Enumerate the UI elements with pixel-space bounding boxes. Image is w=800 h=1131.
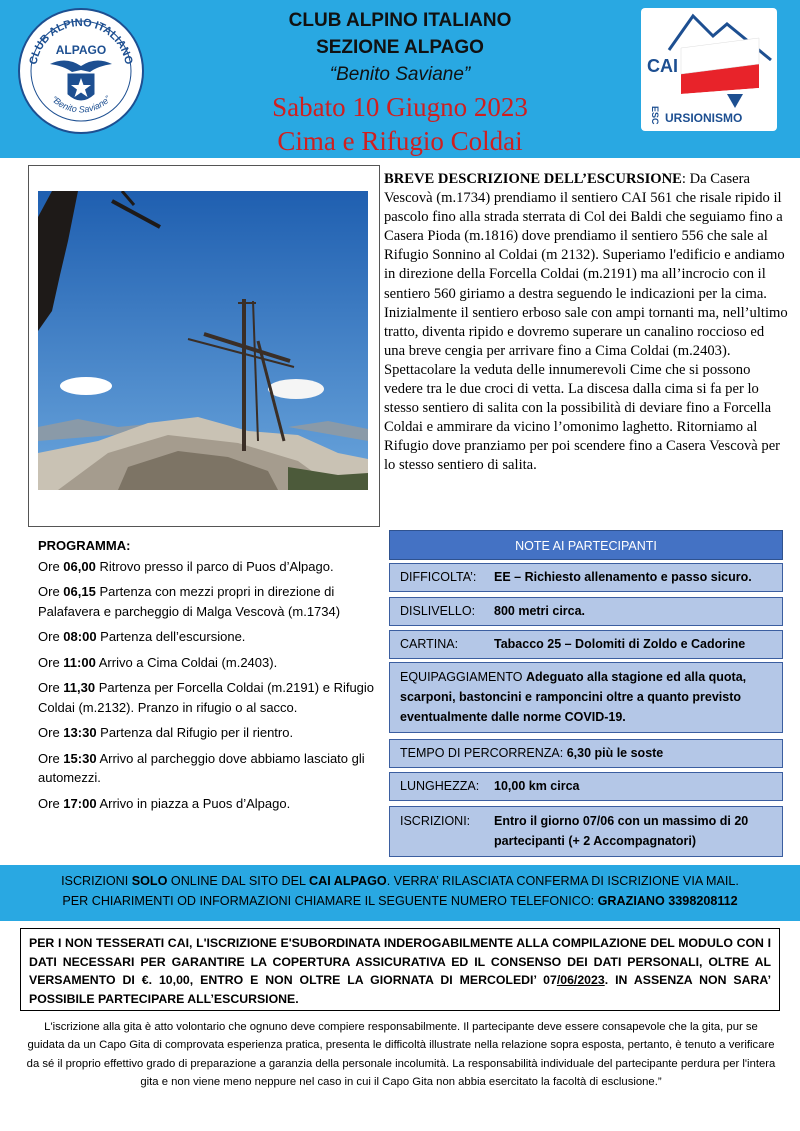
programma-item-prefix: Ore [38, 680, 64, 695]
programma-item-time: 17:00 [63, 795, 97, 811]
notes-header: NOTE AI PARTECIPANTI [389, 530, 783, 560]
note-equipaggiamento-label: EQUIPAGGIAMENTO [400, 670, 526, 684]
programma-item-prefix: Ore [38, 795, 64, 811]
banner-text: ISCRIZIONI [61, 874, 132, 888]
note-cartina-label: CARTINA: [400, 637, 459, 651]
logo-middle-text: ALPAGO [55, 43, 107, 57]
programma-section [38, 536, 378, 819]
programma-item-time: 13:30 [63, 725, 97, 740]
logo-bottom-text: “Benito Saviane” [49, 93, 113, 115]
escursionismo-text: URSIONISMO [665, 111, 743, 125]
note-iscrizioni-value-2: partecipanti (+ 2 Accompagnatori) [494, 834, 697, 848]
banner-text: . VERRA’ RILASCIATA CONFERMA DI ISCRIZIONE VIA MAIL. [386, 874, 739, 888]
programma-item-text: Arrivo in piazza a Puos d’Alpago. [96, 795, 291, 811]
banner-line-2 [0, 894, 800, 908]
programma-item [38, 723, 378, 743]
summit-cross-photo [38, 191, 368, 490]
warning-date: /06/2023 [556, 973, 605, 987]
disclaimer: L'iscrizione alla gita è atto volontario che ognuno deve compiere responsabilmente. Il partecipante deve essere consapevole che la gita, pur se guidata da un Capo Gita di comprovata esperienza pratica, presenta le difficoltà illustrate nella relazione sopra esposta, pertanto, è tenuto a verificare da sé il proprio effettivo grado di preparazione a garanzia della personale incolumità. La responsabilità individuale del partecipante perdura per l'intera gita e non viene meno neppure nel caso in cui il Capo Gita non abbia esercitato la facoltà di esclusione.” [26, 1021, 776, 1088]
excursion-description [384, 170, 788, 476]
cai-escursionismo-logo [641, 8, 777, 131]
note-lunghezza-label: LUNGHEZZA: [400, 779, 480, 793]
club-title: CLUB ALPINO ITALIANO [288, 10, 512, 31]
programma-item [38, 653, 378, 673]
note-dislivello-value: 800 metri circa. [494, 604, 586, 618]
note-tempo [389, 739, 783, 768]
programma-item-text: Arrivo al parcheggio dove abbiamo lasciato gli automezzi. [38, 750, 365, 785]
programma-item-time: 06,15 [63, 584, 96, 599]
note-dislivello [389, 597, 783, 626]
description-heading: BREVE DESCRIZIONE DELL’ESCURSIONE [384, 171, 682, 187]
programma-item-prefix: Ore [38, 584, 64, 599]
programma-item-text: Ritrovo presso il parco di Puos d’Alpago. [95, 558, 334, 574]
programma-item-prefix: Ore [38, 654, 64, 670]
note-tempo-label-text: TEMPO DI PERCORRENZA: [400, 746, 567, 760]
cai-text: CAI [647, 56, 678, 76]
note-difficolta-value: EE – Richiesto allenamento e passo sicuro. [494, 570, 752, 584]
programma-item-prefix: Ore [38, 629, 64, 644]
note-equipaggiamento-value: Adeguato alla stagione ed alla quota, scarponi, bastoncini e ramponcini oltre a quanto previsto eventualmente dalle norme COVID-19. [400, 670, 747, 724]
banner-cai-alpago: CAI ALPAGO [309, 874, 387, 888]
registration-banner [0, 865, 800, 921]
programma-item [38, 627, 378, 647]
programma-item-time: 11,30 [63, 680, 96, 695]
programma-item-prefix: Ore [38, 750, 64, 766]
section-title: SEZIONE ALPAGO [316, 37, 484, 58]
programma-item-text: Arrivo a Cima Coldai (m.2403). [95, 654, 278, 670]
banner-text: ONLINE DAL SITO DEL [167, 874, 310, 888]
section-motto: “Benito Saviane” [329, 64, 471, 85]
programma-item-text: Partenza con mezzi propri in direzione di Palafavera e parcheggio di Malga Vescovà (m.1734) [38, 584, 341, 619]
banner-phone: GRAZIANO 3398208112 [597, 894, 738, 908]
esc-vertical-text: ESC [650, 106, 660, 125]
programma-item [38, 794, 378, 814]
programma-item-text: Partenza dell’escursione. [96, 629, 246, 644]
programma-title: PROGRAMMA: [38, 538, 131, 553]
event-date: Sabato 10 Giugno 2023 [272, 92, 528, 122]
note-iscrizioni [389, 806, 783, 857]
programma-item [38, 678, 378, 717]
note-difficolta [389, 563, 783, 592]
programma-item-time: 06,00 [63, 558, 96, 574]
note-dislivello-label: DISLIVELLO: [400, 604, 476, 618]
description-text: : Da Casera Vescovà (m.1734) prendiamo il sentiero CAI 561 che risale ripido il pascolo fino alla strada sterrata di Col dei Baldi che seguiamo fino a Casera Pioda (m.1816) dove prendiamo il sentiero 556 che sale al Rifugio Sonnino al Coldai (m 2132). Superiamo l'edificio e andiamo in direzione della Forcella Coldai (m.2191) ma all’incrocio con il sentiero 560 giriamo a destra seguendo le indicazioni per la cima. Inizialmente il sentiero erboso sale con ampi tornanti ma, nell’ultimo tratto, diventa ripido e dovremo superare un canalino roccioso ed una breve cengia per arrivare fino a Cima Coldai (m.2403). Spettacolare la veduta delle innumerevoli Cime che si possono vedere tra le due croci di vetta. La discesa dalla cima si fa per lo stesso sentiero di salita con la possibilità di deviare fino a Forcella Coldai e ammirare da vicino l’omonimo laghetto. Ritorniamo al Rifugio dove pranziamo per poi scendere fino a Casera Vescovà per lo stesso sentiero di salita. [384, 171, 788, 474]
programma-item-text: Partenza per Forcella Coldai (m.2191) e Rifugio Coldai (m.2132). Pranzo in rifugio o al sacco. [38, 680, 375, 715]
warning-text-end: . IN ASSENZA NON SARA’ POSSIBILE PARTECIPARE ALL’ESCURSIONE. [29, 973, 771, 1006]
non-member-warning [20, 928, 780, 1011]
programma-item-time: 15:30 [63, 750, 97, 766]
note-iscrizioni-label: ISCRIZIONI: [400, 814, 471, 828]
note-tempo-label [400, 746, 663, 760]
banner-line-1 [0, 874, 800, 888]
logo-top-text: CLUB ALPINO ITALIANO [27, 16, 135, 66]
note-lunghezza-value: 10,00 km circa [494, 779, 580, 793]
note-cartina [389, 630, 783, 659]
banner-solo: SOLO [131, 874, 168, 888]
note-lunghezza [389, 772, 783, 801]
warning-text: PER I NON TESSERATI CAI, L'ISCRIZIONE E'SUBORDINATA INDEROGABILMENTE ALLA COMPILAZIONE DEL MODULO CON I DATI NECESSARI PER GARANTIRE LA COPERTURA ASSICURATIVA ED IL CONSENSO DEI DATI PERSONALI, OLTRE AL VERSAMENTO DI €. 10,00, ENTRO E NON OLTRE LA GIORNATA DI MERCOLEDI’ 07 [29, 936, 771, 987]
note-cartina-value: Tabacco 25 – Dolomiti di Zoldo e Cadorine [494, 637, 746, 651]
note-tempo-value: 6,30 più le soste [566, 746, 664, 760]
programma-item [38, 557, 378, 577]
programma-item-prefix: Ore [38, 558, 64, 574]
programma-item [38, 582, 378, 621]
programma-item-time: 11:00 [63, 654, 96, 670]
note-equipaggiamento [389, 662, 783, 733]
note-iscrizioni-value-1: Entro il giorno 07/06 con un massimo di 20 [494, 814, 749, 828]
banner-text: PER CHIARIMENTI OD INFORMAZIONI CHIAMARE IL SEGUENTE NUMERO TELEFONICO: [62, 894, 598, 908]
cai-alpago-logo [18, 8, 144, 134]
event-title: Cima e Rifugio Coldai [277, 126, 523, 156]
programma-item [38, 749, 378, 788]
programma-item-text: Partenza dal Rifugio per il rientro. [96, 725, 294, 740]
programma-item-prefix: Ore [38, 725, 64, 740]
note-difficolta-label: DIFFICOLTA’: [400, 570, 477, 584]
programma-item-time: 08:00 [63, 629, 97, 644]
